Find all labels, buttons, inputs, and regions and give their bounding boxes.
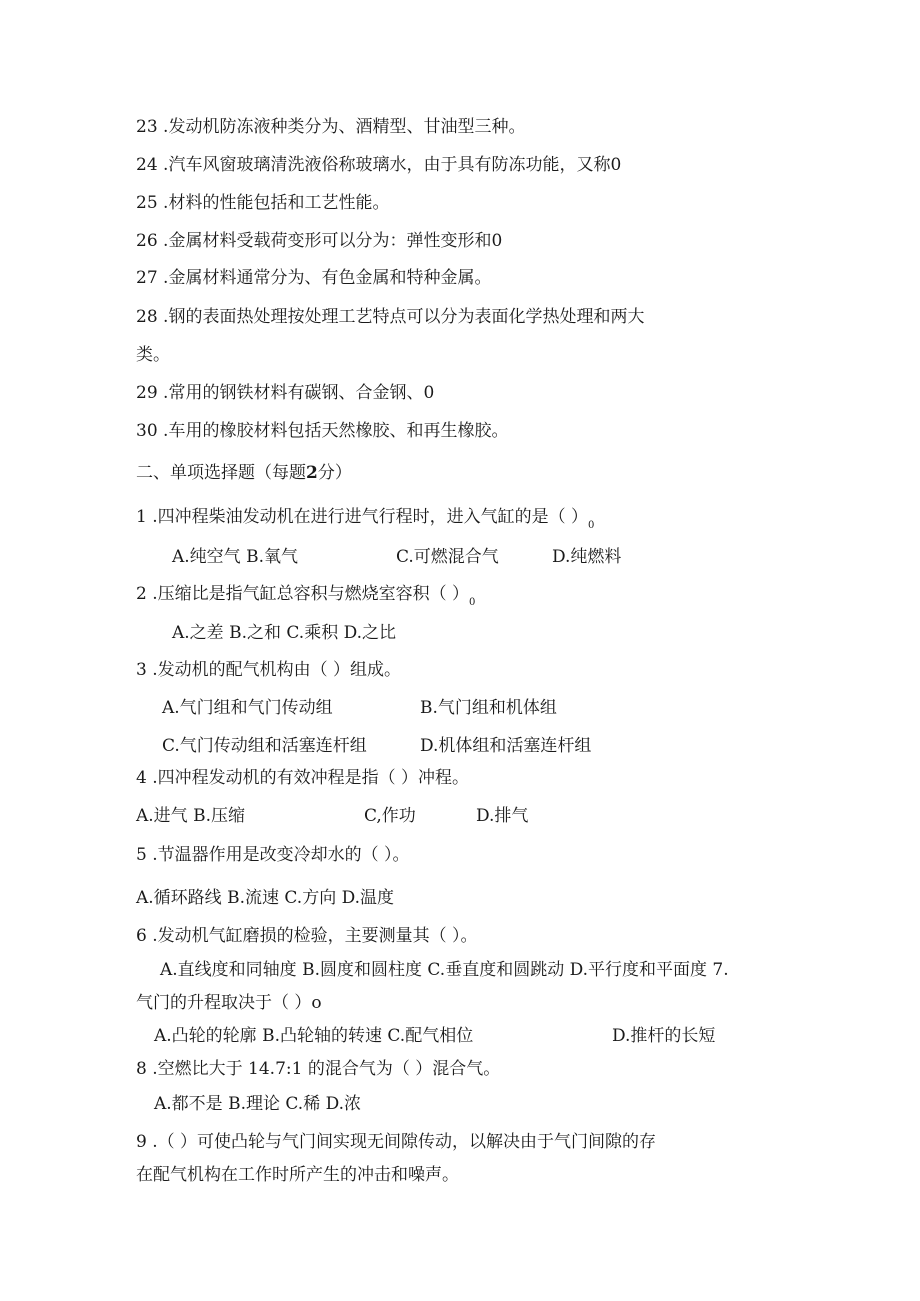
q2-stem: 2 .压缩比是指气缸总容积与燃烧室容积（ ） [136,584,470,604]
q4-option-c: C,作功 [364,806,416,826]
question-27: 27 .金属材料通常分为、有色金属和特种金属。 [136,268,492,288]
choice-question-5: 5 .节温器作用是改变冷却水的（ ）。 [136,845,410,865]
section-heading [136,462,352,484]
q3-option-d: D.机体组和活塞连杆组 [420,736,592,756]
q1-mark: 0 [588,520,595,531]
q3-option-c: C.气门传动组和活塞连杆组 [162,736,367,756]
choice-question-2 [136,583,475,614]
section-heading-prefix: 二、单项选择题（每题 [136,463,306,483]
choice-question-1 [136,506,594,537]
section-heading-suffix: 分） [317,463,352,483]
question-30: 30 .车用的橡胶材料包括天然橡胶、和再生橡胶。 [136,421,509,441]
q1-stem: 1 .四冲程柴油发动机在进行进气行程时，进入气缸的是（ ） [136,507,589,527]
choice-question-7: 气门的升程取决于（ ）o [136,993,322,1013]
q8-options: A.都不是 B.理论 C.稀 D.浓 [154,1094,362,1114]
q6-options: A.直线度和同轴度 B.圆度和圆柱度 C.垂直度和圆跳动 D.平行度和平面度 7. [160,960,729,980]
choice-question-8: 8 .空燃比大于 14.7:1 的混合气为（ ）混合气。 [136,1059,501,1079]
question-25: 25 .材料的性能包括和工艺性能。 [136,193,390,213]
choice-question-9: 9 .（ ）可使凸轮与气门间实现无间隙传动，以解决由于气门间隙的存 [136,1132,657,1152]
q5-options: A.循环路线 B.流速 C.方向 D.温度 [136,888,395,908]
q3-option-a: A.气门组和气门传动组 [162,698,333,718]
q7-options-abc: A.凸轮的轮廓 B.凸轮轴的转速 C.配气相位 [154,1026,474,1046]
q2-mark: 0 [469,597,476,608]
choice-question-3: 3 .发动机的配气机构由（ ）组成。 [136,660,402,680]
q1-option-c: C.可燃混合气 [396,547,499,567]
q1-options-ab: A.纯空气 B.氧气 [172,547,298,567]
question-29: 29 .常用的钢铁材料有碳钢、合金钢、0 [136,383,435,403]
q1-option-d: D.纯燃料 [552,547,622,567]
question-28-continued: 类。 [136,345,170,365]
q4-option-d: D.排气 [476,806,529,826]
choice-question-4: 4 .四冲程发动机的有效冲程是指（ ）冲程。 [136,768,470,788]
question-28: 28 .钢的表面热处理按处理工艺特点可以分为表面化学热处理和两大 [136,307,645,327]
q7-option-d: D.推杆的长短 [612,1026,716,1046]
question-26: 26 .金属材料受载荷变形可以分为：弹性变形和0 [136,231,503,251]
q3-option-b: B.气门组和机体组 [420,698,557,718]
choice-question-9-continued: 在配气机构在工作时所产生的冲击和噪声。 [136,1165,459,1185]
q4-options-ab: A.进气 B.压缩 [136,806,245,826]
question-23: 23 .发动机防冻液种类分为、酒精型、甘油型三种。 [136,117,526,137]
section-heading-points: 2 [306,463,318,483]
question-24: 24 .汽车风窗玻璃清洗液俗称玻璃水，由于具有防冻功能，又称0 [136,155,622,175]
q2-options: A.之差 B.之和 C.乘积 D.之比 [172,623,397,643]
choice-question-6: 6 .发动机气缸磨损的检验，主要测量其（ ）。 [136,926,478,946]
